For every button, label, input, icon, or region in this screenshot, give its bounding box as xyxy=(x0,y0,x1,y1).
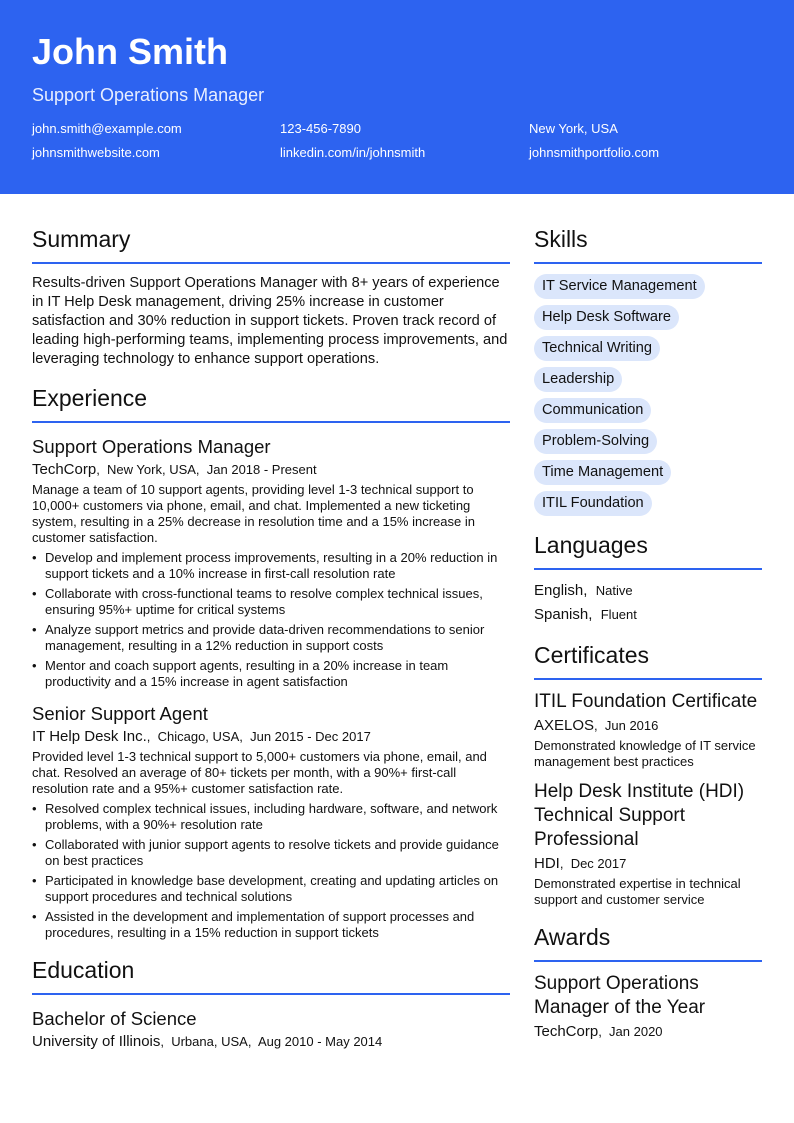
summary-text: Results-driven Support Operations Manager with 8+ years of experience in IT Help Desk management, driving 25% increase in customer satisfaction and 30% reduction in support tickets. Proven track record of leading high-performing teams, implementing process improvements, and leveraging technology to enhance support operations. xyxy=(32,275,508,367)
job-meta: TechCorp, New York, USA, Jan 2018 - Present xyxy=(32,461,317,478)
certificates-section xyxy=(534,640,762,908)
job-entry xyxy=(32,702,510,941)
bullet-item: • Assisted in the development and implementation of support processes and procedures, resulting in a 15% reduction in support tickets xyxy=(32,909,510,941)
language-item: Spanish, Fluent xyxy=(534,606,637,623)
skill-chip: Problem-Solving xyxy=(534,429,657,454)
job-location: Chicago, USA xyxy=(157,729,240,744)
certificate-date: Jun 2016 xyxy=(604,718,659,733)
contact-linkedin[interactable]: linkedin.com/in/johnsmith xyxy=(280,145,426,160)
award-title: Support Operations Manager of the Year xyxy=(534,973,706,1018)
award-meta: TechCorp, Jan 2020 xyxy=(534,1023,663,1040)
job-location: New York, USA xyxy=(107,462,196,477)
skill-chip: IT Service Management xyxy=(534,274,705,299)
skill-chip: Technical Writing xyxy=(534,336,660,361)
skill-chip: Leadership xyxy=(534,367,622,392)
degree-title: Bachelor of Science xyxy=(32,1008,197,1029)
contact-phone[interactable]: 123-456-7890 xyxy=(280,121,361,136)
bullet-item: • Collaborated with junior support agents to resolve tickets and provide guidance on best practices xyxy=(32,837,510,869)
education-dates: Aug 2010 - May 2014 xyxy=(257,1034,383,1049)
certificate-date: Dec 2017 xyxy=(570,856,627,871)
job-title: Senior Support Agent xyxy=(32,703,208,724)
bullet-item: • Collaborate with cross-functional teams to resolve complex technical issues, ensuring 95%+ uptime for critical systems xyxy=(32,586,510,618)
school-name: University of Illinois xyxy=(32,1033,161,1050)
main-column xyxy=(32,224,510,1050)
certificate-meta: HDI, Dec 2017 xyxy=(534,855,627,872)
summary-heading: Summary xyxy=(32,224,510,264)
summary-section xyxy=(32,224,510,369)
candidate-title: Support Operations Manager xyxy=(32,85,265,105)
awards-heading: Awards xyxy=(534,922,762,962)
side-column xyxy=(534,224,762,1042)
skills-section xyxy=(534,224,762,516)
experience-section xyxy=(32,383,510,941)
bullet-item: • Mentor and coach support agents, resulting in a 20% increase in team productivity and a 15% increase in agent satisfaction xyxy=(32,658,510,690)
skill-chip: Help Desk Software xyxy=(534,305,679,330)
resume-header xyxy=(0,0,794,194)
language-item: English, Native xyxy=(534,582,633,599)
skill-chip: Communication xyxy=(534,398,651,423)
job-description: Provided level 1-3 technical support to 5,000+ customers via phone, email, and chat. Resolved an average of 80+ tickets per month, with a 90%+ first-call resolution rate and a 95%+ customer satisfaction rate. xyxy=(32,749,487,796)
education-heading: Education xyxy=(32,955,510,995)
bullet-item: • Resolved complex technical issues, including hardware, software, and network problems, with a 90%+ resolution rate xyxy=(32,801,510,833)
skill-chip: Time Management xyxy=(534,460,671,485)
certificate-title: Help Desk Institute (HDI) Technical Support Professional xyxy=(534,781,745,850)
bullet-item: • Participated in knowledge base development, creating and updating articles on support procedures and technical solutions xyxy=(32,873,510,905)
contact-email[interactable]: john.smith@example.com xyxy=(32,121,182,136)
certificate-entry xyxy=(534,690,762,770)
bullet-item: • Develop and implement process improvements, resulting in a 20% reduction in support tickets and a 10% increase in first-call resolution rate xyxy=(32,550,510,582)
job-company: TechCorp xyxy=(32,461,97,478)
job-company: IT Help Desk Inc. xyxy=(32,728,147,745)
language-name: Spanish xyxy=(534,606,589,623)
job-title: Support Operations Manager xyxy=(32,436,271,457)
certificate-description: Demonstrated knowledge of IT service management best practices xyxy=(534,738,756,769)
contact-portfolio[interactable]: johnsmithportfolio.com xyxy=(529,145,660,160)
contact-grid xyxy=(32,121,762,161)
job-bullets xyxy=(32,550,510,690)
certificate-entry xyxy=(534,780,762,908)
languages-heading: Languages xyxy=(534,530,762,570)
certificate-issuer: HDI xyxy=(534,855,560,872)
certificate-title: ITIL Foundation Certificate xyxy=(534,691,758,712)
certificates-heading: Certificates xyxy=(534,640,762,680)
language-level: Fluent xyxy=(600,607,637,622)
contact-website[interactable]: johnsmithwebsite.com xyxy=(32,145,160,160)
certificate-issuer: AXELOS xyxy=(534,717,595,734)
education-meta: University of Illinois, Urbana, USA, Aug 2010 - May 2014 xyxy=(32,1033,383,1050)
certificate-description: Demonstrated expertise in technical support and customer service xyxy=(534,876,741,907)
job-bullets xyxy=(32,801,510,941)
education-section xyxy=(32,955,510,1050)
job-description: Manage a team of 10 support agents, providing level 1-3 technical support to 10,000+ customers via phone, email, and chat. Implemented a new ticketing system, resulting in a 25% decrease in resolution time and a 15% increase in customer satisfaction. xyxy=(32,482,475,545)
job-dates: Jan 2018 - Present xyxy=(206,462,317,477)
languages-section xyxy=(534,530,762,626)
skills-heading: Skills xyxy=(534,224,762,264)
skill-chip: ITIL Foundation xyxy=(534,491,652,516)
contact-location: New York, USA xyxy=(529,121,618,136)
award-entry xyxy=(534,972,762,1042)
skill-chips xyxy=(534,274,762,516)
school-location: Urbana, USA xyxy=(171,1034,248,1049)
award-issuer: TechCorp xyxy=(534,1023,599,1040)
job-dates: Jun 2015 - Dec 2017 xyxy=(250,729,371,744)
language-level: Native xyxy=(595,583,633,598)
job-entry xyxy=(32,435,510,690)
language-name: English xyxy=(534,582,584,599)
certificate-meta: AXELOS, Jun 2016 xyxy=(534,717,659,734)
award-date: Jan 2020 xyxy=(609,1024,663,1039)
job-meta: IT Help Desk Inc., Chicago, USA, Jun 2015 - Dec 2017 xyxy=(32,728,371,745)
awards-section xyxy=(534,922,762,1042)
experience-heading: Experience xyxy=(32,383,510,423)
candidate-name: John Smith xyxy=(32,31,228,72)
bullet-item: • Analyze support metrics and provide data-driven recommendations to senior management, resulting in a 12% reduction in support costs xyxy=(32,622,510,654)
